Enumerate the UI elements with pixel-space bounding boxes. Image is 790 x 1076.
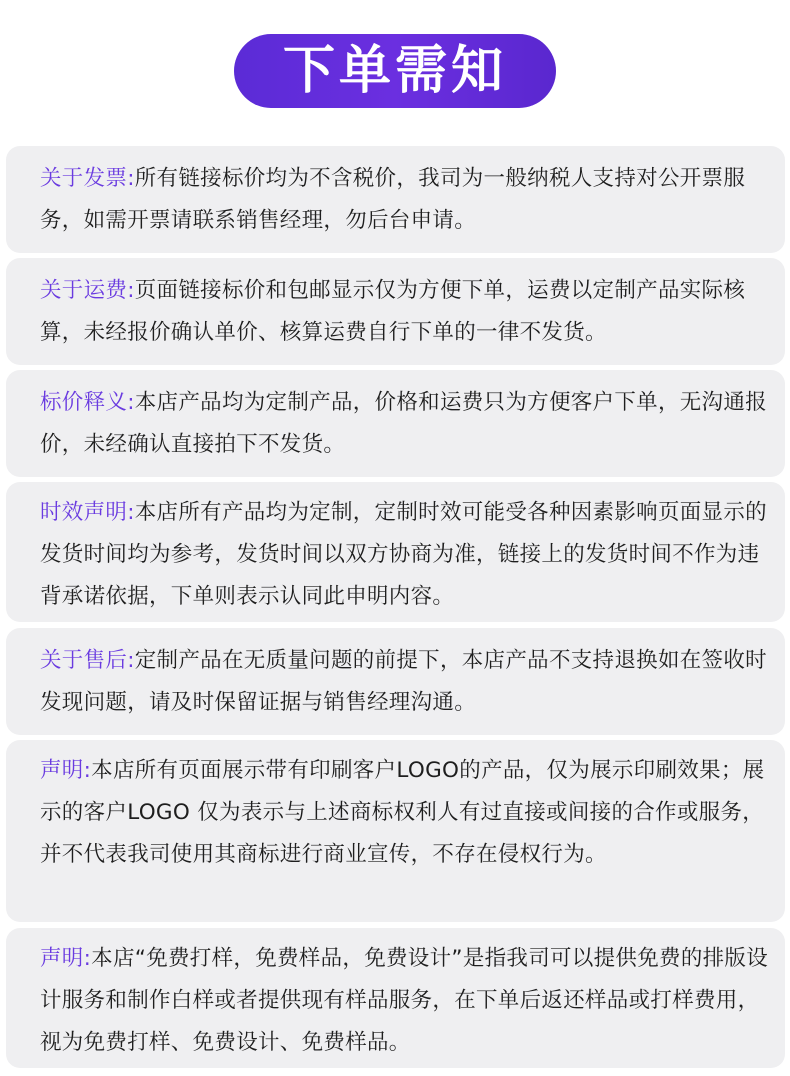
notice-body: 本店所有页面展示带有印刷客户LOGO的产品，仅为展示印刷效果；展示的客户LOGO 仅为表示与上述商标权利人有过直接或间接的合作或服务，并不代表我司使用其商标进行商业宣传，不存在侵权行为。: [40, 758, 765, 867]
notice-body: 本店“免费打样，免费样品，免费设计”是指我司可以提供免费的排版设计服务和制作白样或者提供现有样品服务，在下单后返还样品或打样费用，视为免费打样、免费设计、免费样品。: [40, 946, 769, 1055]
notice-text: [40, 158, 769, 242]
notice-text: [40, 938, 769, 1064]
notice-label: 标价释义:: [40, 390, 135, 415]
notice-body: 页面链接标价和包邮显示仅为方便下单，运费以定制产品实际核算，未经报价确认单价、核算运费自行下单的一律不发货。: [40, 278, 746, 345]
notice-text: [40, 640, 769, 724]
notice-label: 声明:: [40, 758, 92, 783]
notice-card-after-sales: [6, 628, 785, 735]
title-banner: [234, 34, 556, 108]
notice-label: 时效声明:: [40, 500, 135, 525]
notice-label: 声明:: [40, 946, 92, 971]
notice-text: [40, 750, 769, 876]
notice-body: 本店产品均为定制产品，价格和运费只为方便客户下单，无沟通报价，未经确认直接拍下不发货。: [40, 390, 767, 457]
notice-card-shipping: [6, 258, 785, 365]
notice-body: 定制产品在无质量问题的前提下，本店产品不支持退换如在签收时发现问题，请及时保留证据与销售经理沟通。: [40, 648, 767, 715]
notice-body: 本店所有产品均为定制，定制时效可能受各种因素影响页面显示的发货时间均为参考，发货时间以双方协商为准，链接上的发货时间不作为违背承诺依据，下单则表示认同此申明内容。: [40, 500, 767, 609]
notice-text: [40, 270, 769, 354]
notice-text: [40, 492, 769, 618]
notice-label: 关于运费:: [40, 278, 135, 303]
notice-card-invoice: [6, 146, 785, 253]
notice-card-logo-statement: [6, 740, 785, 922]
notice-card-free-sample-statement: [6, 928, 785, 1068]
notice-label: 关于发票:: [40, 166, 135, 191]
notice-text: [40, 382, 769, 466]
notice-card-timeliness: [6, 482, 785, 622]
notice-body: 所有链接标价均为不含税价，我司为一般纳税人支持对公开票服务，如需开票请联系销售经理，勿后台申请。: [40, 166, 746, 233]
notice-card-pricing: [6, 370, 785, 477]
page-title: 下单需知: [282, 40, 507, 101]
notice-label: 关于售后:: [40, 648, 135, 673]
